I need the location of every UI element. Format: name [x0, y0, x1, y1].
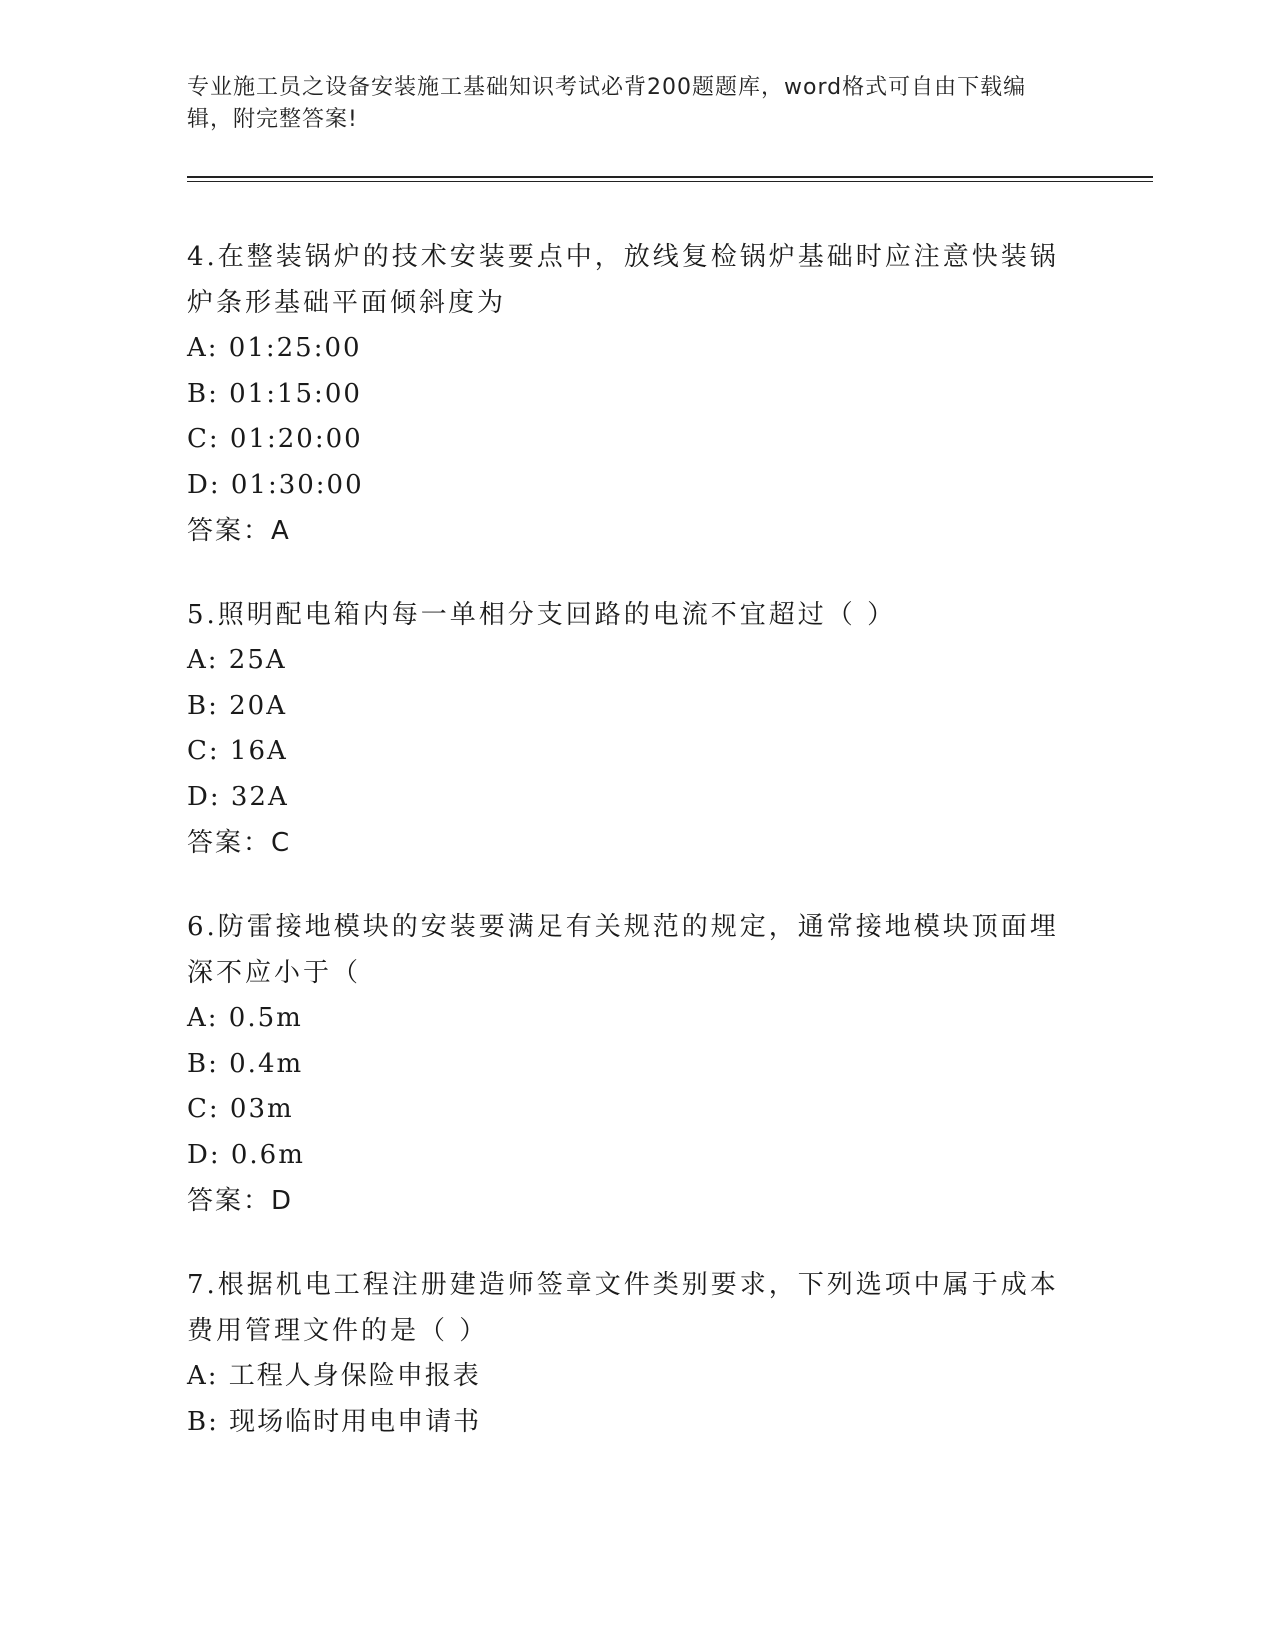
- question-list: [187, 234, 1087, 1483]
- document-header-title: 专业施工员之设备安装施工基础知识考试必背200题题库，word格式可自由下载编辑，附完整答案!: [187, 75, 1027, 132]
- header-divider: [187, 176, 1153, 182]
- question-stem: 5.照明配电箱内每一单相分支回路的电流不宜超过（ ）: [187, 600, 897, 630]
- question-4: [187, 234, 1087, 554]
- answer: 答案：C: [187, 828, 292, 858]
- answer: 答案：D: [187, 1186, 294, 1216]
- option-b: B: 01:15:00: [187, 378, 362, 409]
- option-d: D: 32A: [187, 781, 289, 812]
- answer: 答案：A: [187, 516, 291, 546]
- option-d: D: 0.6m: [187, 1139, 305, 1170]
- option-a: A: 0.5m: [187, 1003, 303, 1033]
- option-b: B: 20A: [187, 690, 287, 721]
- question-stem: 6.防雷接地模块的安装要满足有关规范的规定，通常接地模块顶面埋深不应小于（: [187, 912, 1059, 988]
- option-b: B: 0.4m: [187, 1048, 304, 1079]
- option-c: C: 03m: [187, 1094, 294, 1124]
- question-stem: 7.根据机电工程注册建造师签章文件类别要求，下列选项中属于成本费用管理文件的是（ ）: [187, 1270, 1059, 1346]
- question-5: [187, 592, 1087, 866]
- option-a: A: 01:25:00: [187, 333, 362, 363]
- option-a: A: 25A: [187, 645, 287, 675]
- question-7: [187, 1262, 1087, 1445]
- option-d: D: 01:30:00: [187, 469, 364, 500]
- option-c: C: 16A: [187, 736, 288, 766]
- question-stem: 4.在整装锅炉的技术安装要点中，放线复检锅炉基础时应注意快装锅炉条形基础平面倾斜度为: [187, 242, 1059, 318]
- option-c: C: 01:20:00: [187, 424, 363, 454]
- option-a: A: 工程人身保险申报表: [187, 1361, 481, 1391]
- question-6: [187, 904, 1087, 1224]
- option-b: B: 现场临时用电申请书: [187, 1406, 482, 1437]
